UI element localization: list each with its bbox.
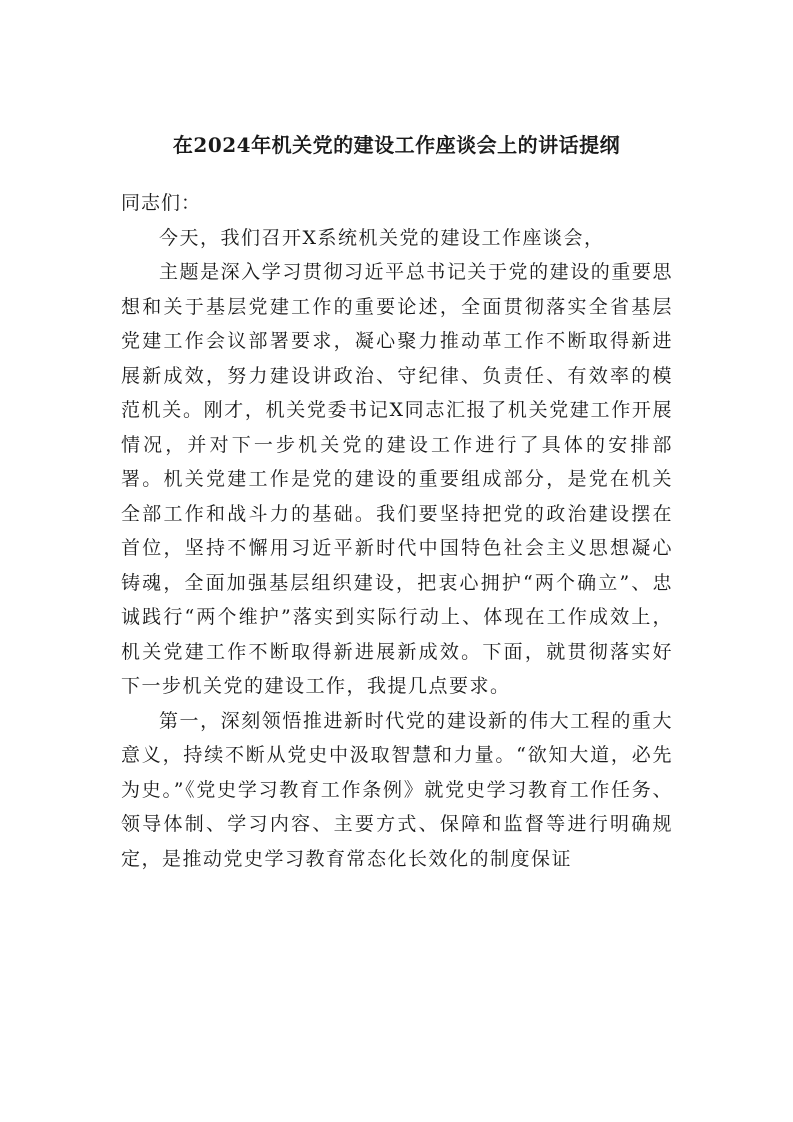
document-body [121,186,673,876]
salutation: 同志们： [121,192,202,214]
document-title: 在2024年机关党的建设工作座谈会上的讲话提纲 [172,133,621,157]
paragraph-theme: 主题是深入学习贯彻习近平总书记关于党的建设的重要思想和关于基层党建工作的重要论述，全面贯彻落实全省基层党建工作会议部署要求，凝心聚力推动革工作不断取得新进展新成效，努力建设讲政治、守纪律、负责任、有效率的模范机关。刚才，机关党委书记X同志汇报了机关党建工作开展情况，并对下一步机关党的建设工作进行了具体的安排部署。机关党建工作是党的建设的重要组成部分，是党在机关全部工作和战斗力的基础。我们要坚持把党的政治建设摆在首位，坚持不懈用习近平新时代中国特色社会主义思想凝心铸魂，全面加强基层组织建设，把衷心拥护“两个确立”、忠诚践行“两个维护”落实到实际行动上、体现在工作成效上，机关党建工作不断取得新进展新成效。下面，就贯彻落实好下一步机关党的建设工作，我提几点要求。 [121,261,673,697]
paragraph-opening: 今天，我们召开X系统机关党的建设工作座谈会， [159,226,605,249]
paragraph-first-point: 第一，深刻领悟推进新时代党的建设新的伟大工程的重大意义，持续不断从党史中汲取智慧和力量。“欲知大道，必先为史。”《党史学习教育工作条例》就党史学习教育工作任务、领导体制、学习内容、主要方式、保障和监督等进行明确规定，是推动党史学习教育常态化长效化的制度保证 [121,709,673,870]
